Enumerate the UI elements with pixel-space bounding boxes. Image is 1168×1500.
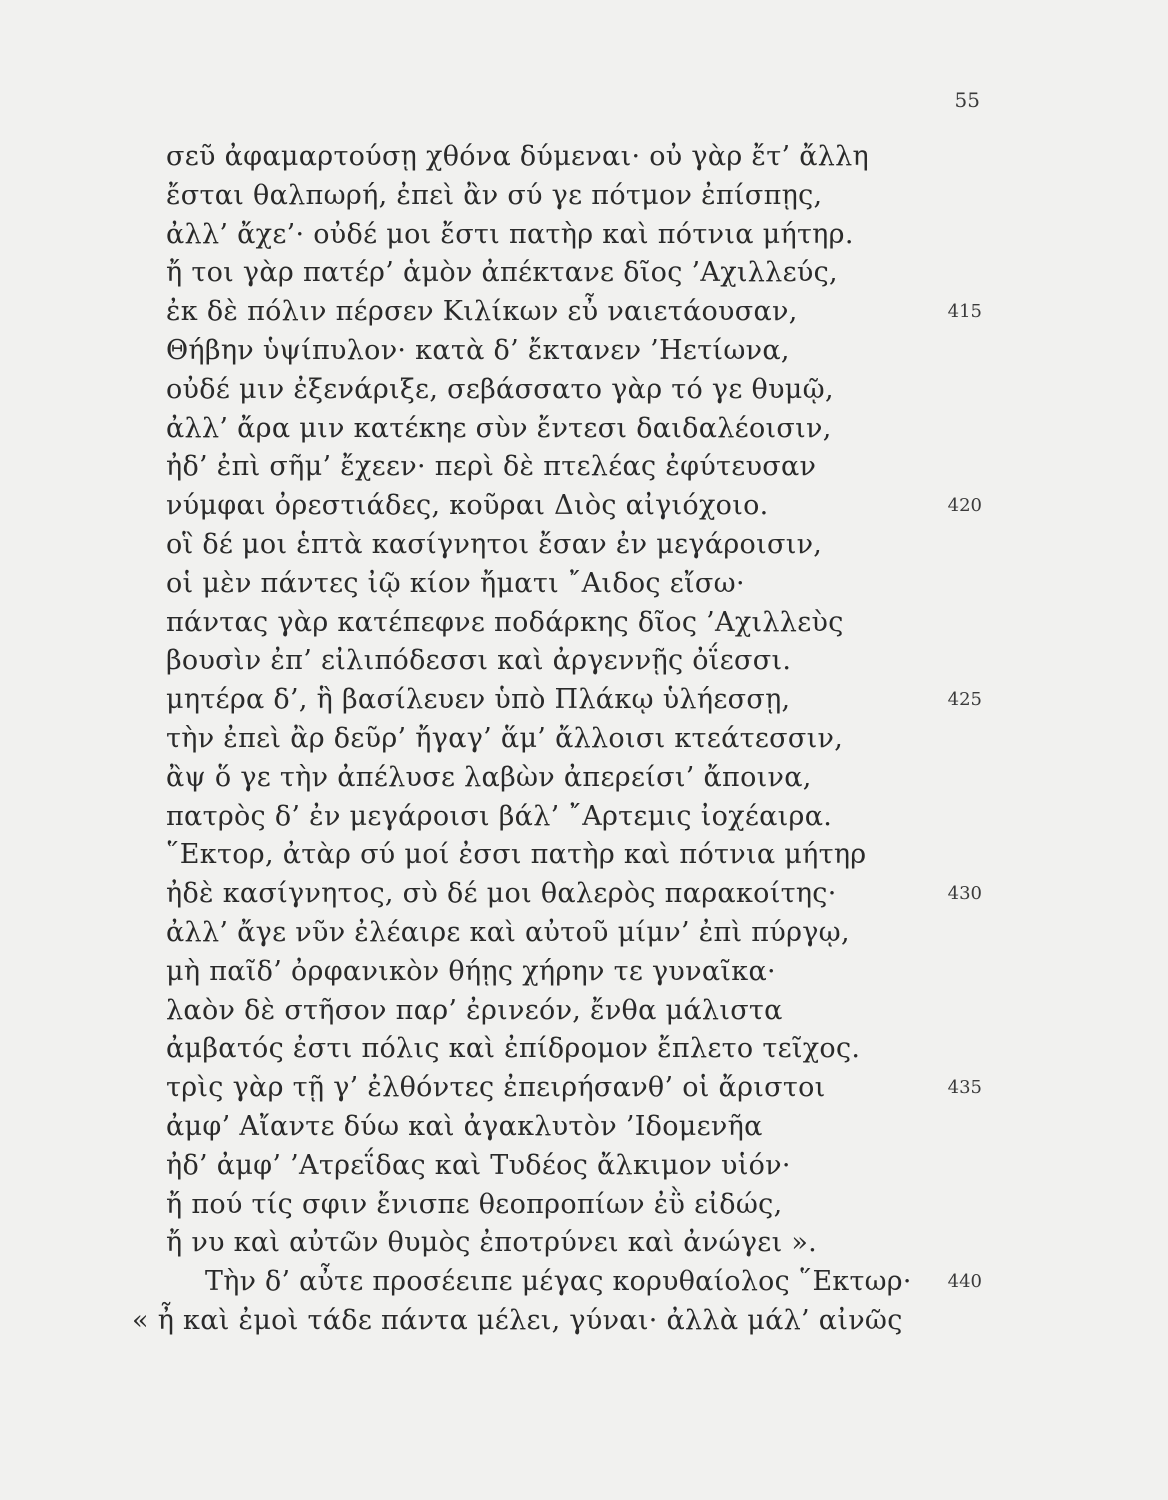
verse-text: μὴ παῖδ’ ὀρφανικὸν θήῃς χήρην τε γυναῖκα· [166,955,776,987]
line-number: 415 [947,301,982,323]
verse-line [0,138,1168,177]
verse-text: ἠδ’ ἐπὶ σῆμ’ ἔχεεν· περὶ δὲ πτελέας ἐφύτευσαν [166,451,817,483]
verse-line [0,254,1168,293]
verse-text: ἀλλ’ ἄρα μιν κατέκηε σὺν ἔντεσι δαιδαλέοισιν, [166,412,832,444]
verse-line [0,836,1168,875]
verse-block [0,138,1168,1341]
verse-line [0,992,1168,1031]
verse-text: οὐδέ μιν ἐξενάριξε, σεβάσσατο γὰρ τό γε θυμῷ, [166,373,834,405]
verse-text: ῞Εκτορ, ἀτὰρ σύ μοί ἐσσι πατὴρ καὶ πότνια μήτηρ [166,839,867,871]
verse-line [0,410,1168,449]
verse-line [0,681,1168,720]
verse-line [0,332,1168,371]
verse-text: οἳ δέ μοι ἑπτὰ κασίγνητοι ἔσαν ἐν μεγάροισιν, [166,528,823,560]
verse-line [0,1186,1168,1225]
verse-text: νύμφαι ὀρεστιάδες, κοῦραι Διὸς αἰγιόχοιο. [166,490,769,522]
verse-text: ἠδ’ ἀμφ’ ’Ατρεΐδας καὶ Τυδέος ἄλκιμον υἱόν· [166,1149,791,1181]
verse-line [0,642,1168,681]
verse-text: ἐκ δὲ πόλιν πέρσεν Κιλίκων εὖ ναιετάουσαν, [166,296,798,328]
verse-line [0,1069,1168,1108]
verse-line [0,371,1168,410]
page-number: 55 [954,88,980,112]
verse-text: πάντας γὰρ κατέπεφνε ποδάρκης δῖος ’Αχιλλεὺς [166,606,844,638]
verse-text: μητέρα δ’, ἣ βασίλευεν ὑπὸ Πλάκῳ ὑλήεσσῃ, [166,684,791,716]
verse-line [0,293,1168,332]
verse-text: λαὸν δὲ στῆσον παρ’ ἐρινεόν, ἔνθα μάλιστα [166,994,783,1026]
verse-line [0,177,1168,216]
verse-text: ἀμβατός ἐστι πόλις καὶ ἐπίδρομον ἔπλετο τεῖχος. [166,1033,861,1065]
verse-text: ἤ πού τίς σφιν ἔνισπε θεοπροπίων ἐῢ εἰδώς, [166,1188,783,1220]
verse-line [0,604,1168,643]
verse-line [0,1263,1168,1302]
verse-text: ἤ τοι γὰρ πατέρ’ ἁμὸν ἀπέκτανε δῖος ’Αχιλλεύς, [166,257,838,289]
verse-text: ἂψ ὅ γε τὴν ἀπέλυσε λαβὼν ἀπερείσι’ ἄποινα, [166,761,812,793]
line-number: 440 [947,1271,982,1293]
verse-text: τὴν ἐπεὶ ἂρ δεῦρ’ ἤγαγ’ ἅμ’ ἄλλοισι κτεάτεσσιν, [166,722,844,754]
verse-text: ἀλλ’ ἄγε νῦν ἐλέαιρε καὶ αὐτοῦ μίμν’ ἐπὶ πύργῳ, [166,916,850,948]
verse-line [0,1108,1168,1147]
verse-line [0,875,1168,914]
verse-line [0,487,1168,526]
verse-line [0,1302,1168,1341]
verse-text: ἠδὲ κασίγνητος, σὺ δέ μοι θαλερὸς παρακοίτης· [166,878,837,910]
verse-text: οἱ μὲν πάντες ἰῷ κίον ἤματι ῎Αιδος εἴσω· [166,567,745,599]
verse-line [0,448,1168,487]
line-number: 425 [947,689,982,711]
verse-line [0,720,1168,759]
line-number: 420 [947,495,982,517]
verse-text: ἔσται θαλπωρή, ἐπεὶ ἂν σύ γε πότμον ἐπίσπῃς, [166,179,823,211]
verse-line [0,216,1168,255]
verse-line [0,914,1168,953]
verse-text: ἀμφ’ Αἴαντε δύω καὶ ἀγακλυτὸν ’Ιδομενῆα [166,1110,763,1142]
verse-line [0,565,1168,604]
verse-text: βουσὶν ἐπ’ εἰλιπόδεσσι καὶ ἀργεννῇς ὀΐεσσι. [166,645,792,677]
verse-text: ἀλλ’ ἄχε’· οὐδέ μοι ἔστι πατὴρ καὶ πότνια μήτηρ. [166,218,854,250]
verse-line [0,759,1168,798]
verse-line [0,1224,1168,1263]
verse-line [0,798,1168,837]
verse-line [0,953,1168,992]
line-number: 435 [947,1077,982,1099]
verse-line [0,1147,1168,1186]
line-number: 430 [947,883,982,905]
verse-text: Θήβην ὑψίπυλον· κατὰ δ’ ἔκτανεν ’Ηετίωνα, [166,334,790,366]
verse-text: ἤ νυ καὶ αὐτῶν θυμὸς ἐποτρύνει καὶ ἀνώγει ». [166,1227,818,1259]
verse-text: τρὶς γὰρ τῇ γ’ ἐλθόντες ἐπειρήσανθ’ οἱ ἄριστοι [166,1072,826,1104]
verse-text: πατρὸς δ’ ἐν μεγάροισι βάλ’ ῎Αρτεμις ἰοχέαιρα. [166,800,833,832]
verse-text: σεῦ ἀφαμαρτούσῃ χθόνα δύμεναι· οὐ γὰρ ἔτ’ ἄλλη [166,141,870,172]
verse-text: « ἦ καὶ ἐμοὶ τάδε πάντα μέλει, γύναι· ἀλλὰ μάλ’ αἰνῶς [132,1304,903,1336]
verse-text: Τὴν δ’ αὖτε προσέειπε μέγας κορυθαίολος ῞Εκτωρ· [205,1266,912,1298]
verse-line [0,526,1168,565]
verse-line [0,1030,1168,1069]
